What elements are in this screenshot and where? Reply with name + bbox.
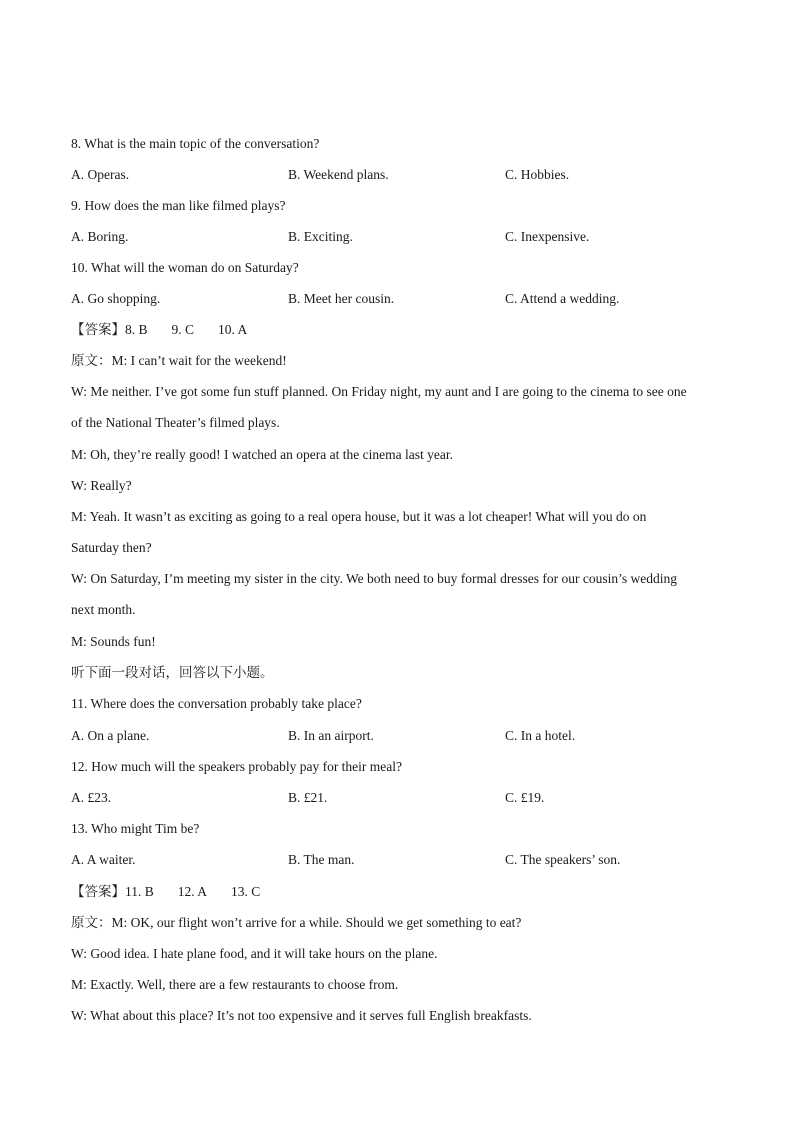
section-instruction: 听下面一段对话，回答以下小题。 [71, 665, 274, 680]
question-11: 11. Where does the conversation probably take place? [71, 696, 362, 711]
transcript-line: W: On Saturday, I’m meeting my sister in the city. We both need to buy formal dresses for our cousin’s wedding [71, 571, 678, 586]
q10-option-b: B. Meet her cousin. [288, 291, 395, 306]
q9-option-b: B. Exciting. [288, 229, 353, 244]
answer-item: 10. A [218, 322, 248, 337]
answer-item: 11. B [125, 884, 154, 899]
answer-item: 8. B [125, 322, 148, 337]
q13-option-a: A. A waiter. [71, 852, 136, 867]
transcript-line: 原文：M: I can’t wait for the weekend! [71, 353, 287, 368]
q9-option-a: A. Boring. [71, 229, 129, 244]
question-13: 13. Who might Tim be? [71, 821, 200, 836]
q12-option-a: A. £23. [71, 790, 112, 805]
transcript-line: 原文：M: OK, our flight won’t arrive for a while. Should we get something to eat? [71, 915, 522, 930]
transcript-line: M: Sounds fun! [71, 634, 156, 649]
answer-label: 【答案】 [71, 884, 125, 899]
transcript-line: next month. [71, 602, 136, 617]
q11-option-b: B. In an airport. [288, 728, 374, 743]
q8-option-c: C. Hobbies. [505, 167, 570, 182]
transcript-line: W: Really? [71, 478, 132, 493]
answer-item: 13. C [231, 884, 261, 899]
transcript-line: W: Me neither. I’ve got some fun stuff planned. On Friday night, my aunt and I are going to the cinema to see one [71, 384, 687, 399]
transcript-line: of the National Theater’s filmed plays. [71, 415, 280, 430]
answer-item: 12. A [177, 884, 208, 899]
question-10: 10. What will the woman do on Saturday? [71, 260, 299, 275]
transcript-line: Saturday then? [71, 540, 152, 555]
answer-item: 9. C [171, 322, 195, 337]
q11-option-c: C. In a hotel. [505, 728, 576, 743]
q13-option-c: C. The speakers’ son. [505, 852, 621, 867]
q13-option-b: B. The man. [288, 852, 355, 867]
q8-option-a: A. Operas. [71, 167, 130, 182]
transcript-line: W: Good idea. I hate plane food, and it will take hours on the plane. [71, 946, 438, 961]
transcript-line: W: What about this place? It’s not too expensive and it serves full English breakfasts. [71, 1008, 532, 1023]
q9-option-c: C. Inexpensive. [505, 229, 590, 244]
q11-option-a: A. On a plane. [71, 728, 150, 743]
q10-option-a: A. Go shopping. [71, 291, 161, 306]
answer-label: 【答案】 [71, 322, 125, 337]
transcript-line: M: Yeah. It wasn’t as exciting as going to a real opera house, but it was a lot cheaper! What will you do on [71, 509, 647, 524]
answer-line-2 [71, 883, 260, 901]
q8-option-b: B. Weekend plans. [288, 167, 389, 182]
q10-option-c: C. Attend a wedding. [505, 291, 620, 306]
q12-option-c: C. £19. [505, 790, 545, 805]
q12-option-b: B. £21. [288, 790, 328, 805]
question-9: 9. How does the man like filmed plays? [71, 198, 286, 213]
transcript-line: M: Oh, they’re really good! I watched an opera at the cinema last year. [71, 447, 453, 462]
transcript-line: M: Exactly. Well, there are a few restaurants to choose from. [71, 977, 399, 992]
question-8: 8. What is the main topic of the conversation? [71, 136, 320, 151]
question-12: 12. How much will the speakers probably pay for their meal? [71, 759, 403, 774]
answer-line-1 [71, 321, 247, 339]
